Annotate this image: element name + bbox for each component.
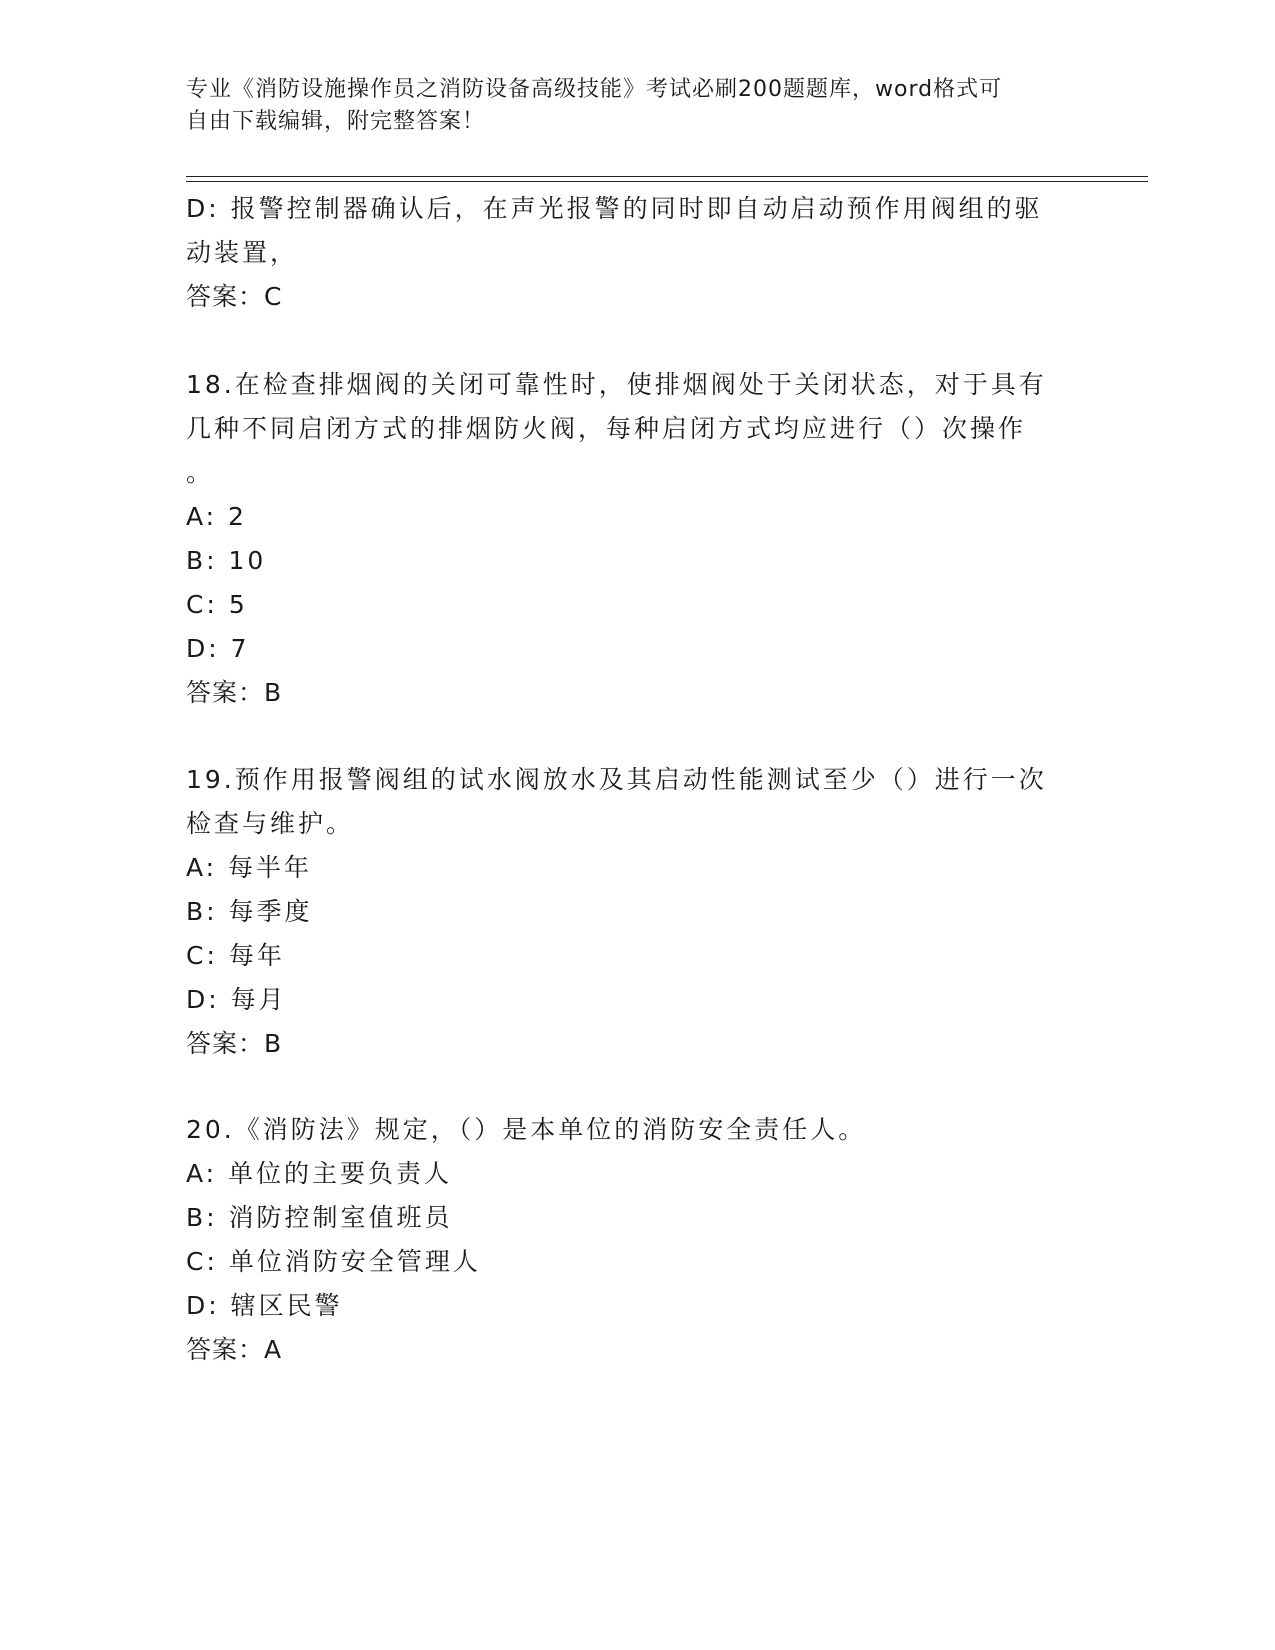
document-header	[186, 74, 1066, 138]
q19-stem-line-2: 检查与维护。	[186, 809, 355, 838]
q18-option-c: C: 5	[186, 590, 248, 619]
q18-option-d: D: 7	[186, 634, 250, 663]
q18-answer: 答案：B	[186, 678, 283, 707]
q17-option-d-line-1: D: 报警控制器确认后，在声光报警的同时即自动启动预作用阀组的驱	[186, 194, 1043, 223]
q19-option-a: A: 每半年	[186, 853, 313, 882]
q20-option-c: C: 单位消防安全管理人	[186, 1247, 481, 1276]
q17-option-d-line-2: 动装置，	[186, 238, 299, 267]
q18-stem-line-1: 18.在检查排烟阀的关闭可靠性时，使排烟阀处于关闭状态，对于具有	[186, 370, 1047, 399]
q20-stem-line-1: 20.《消防法》规定，（）是本单位的消防安全责任人。	[186, 1115, 867, 1144]
q20-option-b: B: 消防控制室值班员	[186, 1203, 453, 1232]
q19-answer: 答案：B	[186, 1029, 283, 1058]
q18-option-a: A: 2	[186, 502, 247, 531]
q20-option-d: D: 辖区民警	[186, 1291, 343, 1320]
q19-option-d: D: 每月	[186, 985, 287, 1014]
q20-answer: 答案：A	[186, 1335, 283, 1364]
q18-option-b: B: 10	[186, 546, 267, 575]
q19-option-c: C: 每年	[186, 941, 285, 970]
q19-option-b: B: 每季度	[186, 897, 313, 926]
header-line-1: 专业《消防设施操作员之消防设备高级技能》考试必刷200题题库，word格式可	[186, 77, 1003, 102]
q20-option-a: A: 单位的主要负责人	[186, 1159, 453, 1188]
q18-stem-line-2: 几种不同启闭方式的排烟防火阀，每种启闭方式均应进行（）次操作	[186, 414, 1027, 443]
header-divider-bottom	[186, 181, 1148, 182]
header-divider-top	[186, 176, 1148, 177]
q19-stem-line-1: 19.预作用报警阀组的试水阀放水及其启动性能测试至少（）进行一次	[186, 765, 1047, 794]
header-line-2: 自由下载编辑，附完整答案！	[186, 109, 486, 134]
q17-answer: 答案：C	[186, 282, 283, 311]
q18-stem-line-3: 。	[186, 458, 215, 487]
